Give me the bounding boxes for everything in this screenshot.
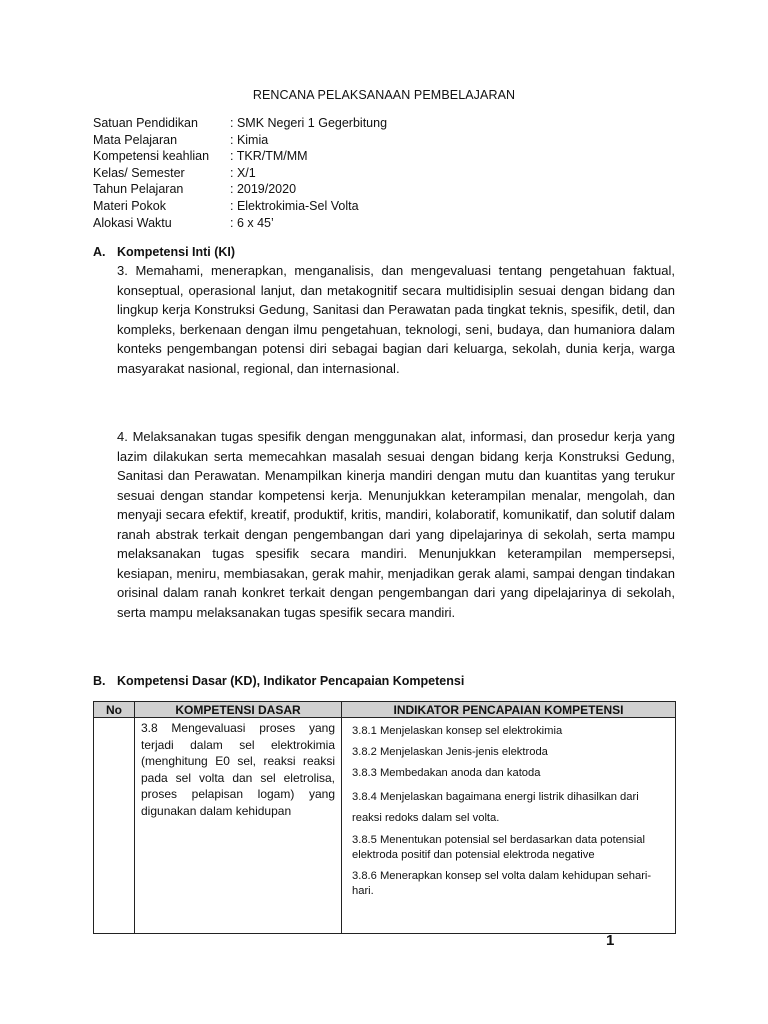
info-value: : 2019/2020 <box>230 182 297 197</box>
section-a-title: Kompetensi Inti (KI) <box>117 245 236 259</box>
cell-kompetensi-dasar <box>135 718 342 934</box>
info-value: : TKR/TM/MM <box>230 149 308 164</box>
info-row <box>93 181 387 198</box>
header-kompetensi-dasar: KOMPETENSI DASAR <box>135 702 342 718</box>
info-value: : Kimia <box>230 132 269 147</box>
cell-no <box>94 718 135 934</box>
info-label: Materi Pokok <box>93 198 166 213</box>
info-label: Tahun Pelajaran <box>93 182 184 197</box>
indicator-item: 3.8.3 Membedakan anoda dan katoda <box>352 767 541 779</box>
info-block <box>93 115 387 231</box>
info-label: Kelas/ Semester <box>93 165 185 180</box>
ki-paragraph-4: 4. Melaksanakan tugas spesifik dengan menggunakan alat, informasi, dan prosedur kerja yang lazim dilakukan serta memecahkan masalah sesuai dengan bidang kerja Konstruksi Gedung, Sanitasi dan Perawatan. Menampilkan kinerja mandiri dengan mutu dan kuantitas yang terukur sesuai dengan standar kompetensi kerja. Menunjukkan keterampilan menalar, mengolah, dan menyaji secara efektif, kreatif, produktif, kritis, mandiri, kolaboratif, komunikatif, dan solutif dalam ranah abstrak terkait dengan pengembangan dari yang dipelajarinya di sekolah, serta mampu melaksanakan tugas spesifik secara mandiri. Menunjukkan keterampilan mempersepsi, kesiapan, meniru, membiasakan, gerak mahir, menjadikan gerak alami, sampai dengan tindakan orisinal dalam ranah konkret terkait dengan pengembangan dari yang dipelajarinya di sekolah, serta mampu melaksanakan tugas spesifik secara mandiri. <box>117 429 675 620</box>
indicator-list <box>342 718 675 933</box>
info-label: Mata Pelajaran <box>93 132 178 147</box>
info-label: Alokasi Waktu <box>93 215 172 230</box>
cell-indikator <box>342 718 676 934</box>
indicator-item: 3.8.1 Menjelaskan konsep sel elektrokimia <box>352 725 563 737</box>
header-indikator: INDIKATOR PENCAPAIAN KOMPETENSI <box>342 702 676 718</box>
section-b-heading <box>93 674 464 688</box>
info-label: Satuan Pendidikan <box>93 116 198 130</box>
section-a-heading <box>93 245 235 259</box>
table-row <box>94 718 676 934</box>
info-value: : Elektrokimia-Sel Volta <box>230 198 359 213</box>
indicator-item: 3.8.2 Menjelaskan Jenis-jenis elektroda <box>352 746 548 758</box>
info-value: : 6 x 45’ <box>230 215 274 230</box>
section-b-title: Kompetensi Dasar (KD), Indikator Pencapaian Kompetensi <box>117 674 465 688</box>
info-row <box>93 148 387 165</box>
kd-table <box>93 701 676 934</box>
table-header-row <box>94 702 676 718</box>
kd-text: 3.8 Mengevaluasi proses yang terjadi dalam sel elektrokimia (menghitung E0 sel, reaksi reaksi pada sel volta dan sel eletrolisa, proses pelapisan logam) yang digunakan dalam kehidupan <box>141 721 335 818</box>
info-label: Kompetensi keahlian <box>93 149 210 164</box>
section-b-letter: B. <box>93 674 106 688</box>
indicator-item: 3.8.4 Menjelaskan bagaimana energi listrik dihasilkan dari reaksi redoks dalam sel volta. <box>352 791 639 824</box>
info-value: : SMK Negeri 1 Gegerbitung <box>230 116 388 130</box>
info-row <box>93 115 387 132</box>
header-no: No <box>94 702 135 718</box>
ki-paragraph-3: 3. Memahami, menerapkan, menganalisis, dan mengevaluasi tentang pengetahuan faktual, konseptual, operasional lanjut, dan metakognitif secara multidisiplin sesuai dengan bidang dan lingkup kerja Konstruksi Gedung, Sanitasi dan Perawatan pada tingkat teknis, spesifik, detil, dan kompleks, berkenaan dengan ilmu pengetahuan, teknologi, seni, budaya, dan humaniora dalam konteks pengembangan potensi diri sebagai bagian dari keluarga, sekolah, dunia kerja, warga masyarakat nasional, regional, dan internasional. <box>117 263 675 376</box>
info-row <box>93 132 387 149</box>
document-title: RENCANA PELAKSANAAN PEMBELAJARAN <box>252 88 516 102</box>
info-row <box>93 215 387 232</box>
section-a-letter: A. <box>93 245 106 259</box>
info-value: : X/1 <box>230 165 256 180</box>
page-number: 1 <box>606 932 615 949</box>
info-row <box>93 198 387 215</box>
info-row <box>93 165 387 182</box>
indicator-item: 3.8.6 Menerapkan konsep sel volta dalam kehidupan sehari-hari. <box>352 870 652 897</box>
indicator-item: 3.8.5 Menentukan potensial sel berdasarkan data potensial elektroda positif dan potensial elektroda negative <box>352 834 645 861</box>
